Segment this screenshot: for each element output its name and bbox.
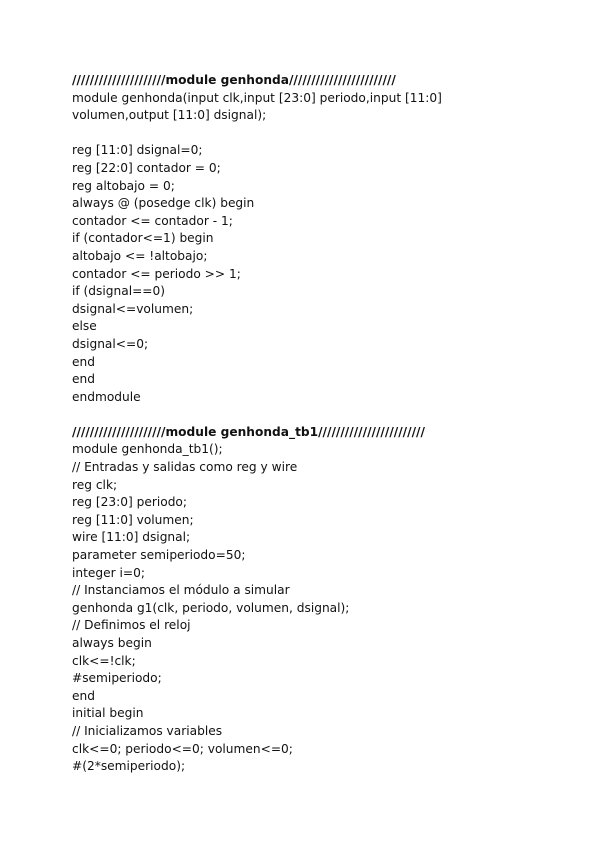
code-line: dsignal<=volumen; xyxy=(72,301,194,316)
code-line: module genhonda_tb1(); xyxy=(72,442,223,457)
code-line: end xyxy=(72,372,95,387)
code-line: endmodule xyxy=(72,389,141,404)
code-line: reg altobajo = 0; xyxy=(72,178,175,193)
code-line: else xyxy=(72,319,97,334)
code-line: end xyxy=(72,688,95,703)
code-line: reg [11:0] dsignal=0; xyxy=(72,143,203,158)
code-line: clk<=0; periodo<=0; volumen<=0; xyxy=(72,741,293,756)
code-line: reg clk; xyxy=(72,477,118,492)
blank-line xyxy=(72,406,542,424)
blank-line xyxy=(72,125,542,143)
code-line: if (dsignal==0) xyxy=(72,284,166,299)
section2-header: /////////////////////module genhonda_tb1//////////////////////// xyxy=(72,424,425,439)
code-line: initial begin xyxy=(72,706,144,721)
code-line: clk<=!clk; xyxy=(72,653,136,668)
code-line: parameter semiperiodo=50; xyxy=(72,548,246,563)
code-line: // Inicializamos variables xyxy=(72,723,223,738)
code-line: contador <= periodo >> 1; xyxy=(72,266,241,281)
code-line: dsignal<=0; xyxy=(72,336,149,351)
code-line: #semiperiodo; xyxy=(72,671,162,686)
code-line: #(2*semiperiodo); xyxy=(72,759,186,774)
code-line: // Instanciamos el módulo a simular xyxy=(72,583,290,598)
code-line: module genhonda(input clk,input [23:0] periodo,input [11:0] volumen,output [11:0] dsignal); xyxy=(72,90,442,123)
code-line: always begin xyxy=(72,636,152,650)
code-line: contador <= contador - 1; xyxy=(72,213,233,228)
code-line: reg [23:0] periodo; xyxy=(72,495,187,510)
code-line: altobajo <= !altobajo; xyxy=(72,248,208,263)
code-line: // Definimos el reloj xyxy=(72,618,191,633)
code-line: reg [22:0] contador = 0; xyxy=(72,160,221,175)
section1-header: /////////////////////module genhonda//////////////////////// xyxy=(72,73,396,87)
code-line: // Entradas y salidas como reg y wire xyxy=(72,460,298,475)
code-line: reg [11:0] volumen; xyxy=(72,512,194,527)
code-line: always @ (posedge clk) begin xyxy=(72,196,255,211)
code-line: integer i=0; xyxy=(72,565,145,580)
code-listing xyxy=(72,72,542,776)
code-line: wire [11:0] dsignal; xyxy=(72,530,191,545)
code-line: if (contador<=1) begin xyxy=(72,231,214,246)
code-line: genhonda g1(clk, periodo, volumen, dsignal); xyxy=(72,600,350,615)
code-line: end xyxy=(72,354,95,369)
